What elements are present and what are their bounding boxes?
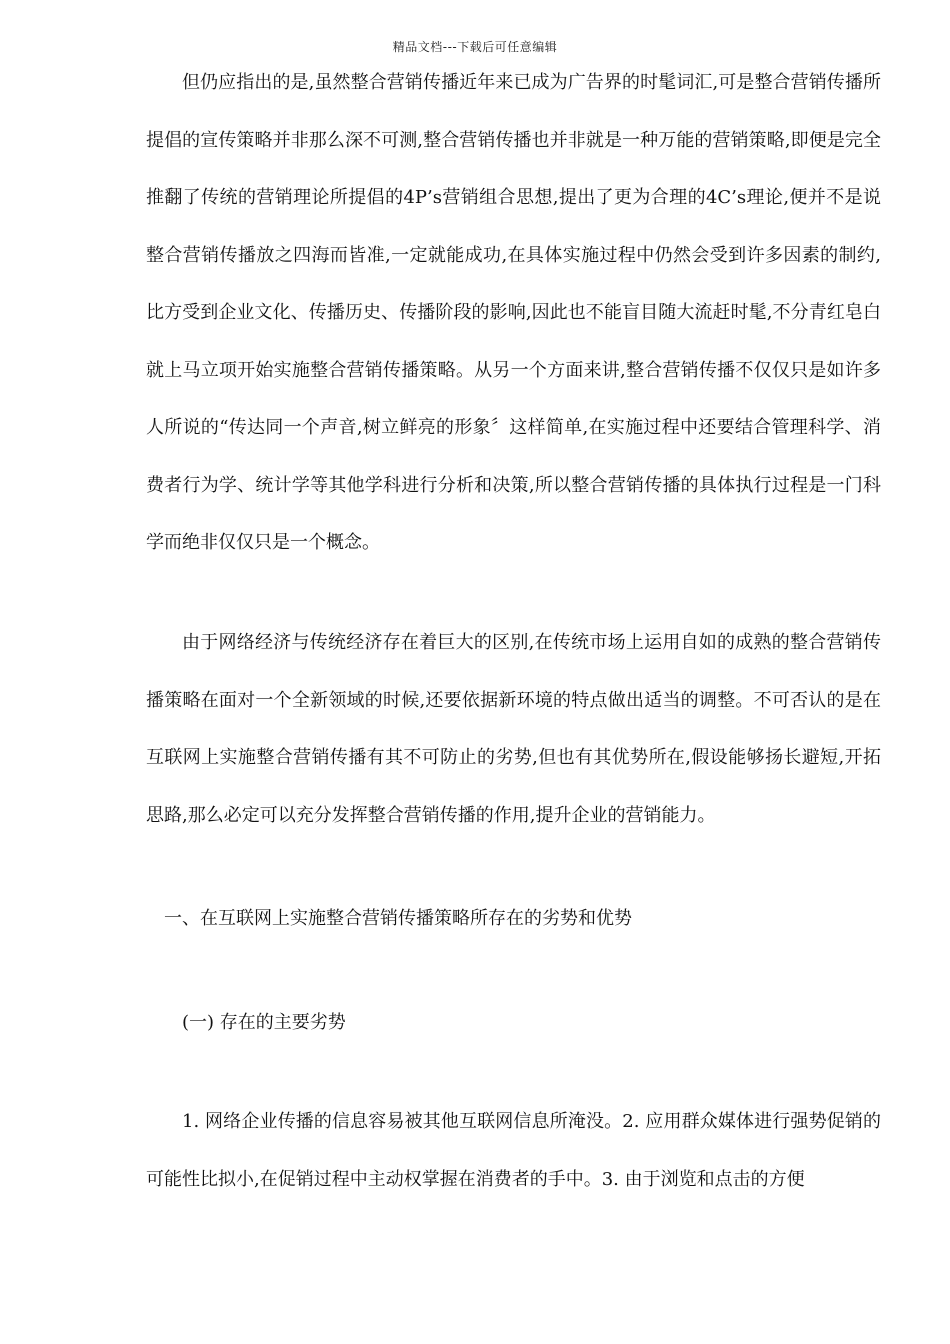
sub-heading: (一) 存在的主要劣势 bbox=[182, 1012, 346, 1033]
body-paragraph-1: 但仍应指出的是,虽然整合营销传播近年来已成为广告界的时髦词汇,可是整合营销传播所提倡的宣传策略并非那么深不可测,整合营销传播也并非就是一种万能的营销策略,即便是完全推翻了传统的营销理论所提倡的4P’s营销组合思想,提出了更为合理的4C’s理论,便并不是说整合营销传播放之四海而皆准,一定就能成功,在具体实施过程中仍然会受到许多因素的制约,比方受到企业文化、传播历史、传播阶段的影响,因此也不能盲目随大流赶时髦,不分青红皂白就上马立项开始实施整合营销传播策略。从另一个方面来讲,整合营销传播不仅仅只是如许多人所说的“传达同一个声音,树立鲜亮的形象〞这样简单,在实施过程中还要结合管理科学、消费者行为学、统计学等其他学科进行分析和决策,所以整合营销传播的具体执行过程是一门科学而绝非仅仅只是一个概念。 bbox=[146, 72, 881, 553]
body-paragraph-3: 1. 网络企业传播的信息容易被其他互联网信息所淹没。2. 应用群众媒体进行强势促销的可能性比拟小,在促销过程中主动权掌握在消费者的手中。3. 由于浏览和点击的方便 bbox=[146, 1111, 881, 1190]
section-heading: 一、在互联网上实施整合营销传播策略所存在的劣势和优势 bbox=[164, 908, 632, 929]
body-paragraph-2: 由于网络经济与传统经济存在着巨大的区别,在传统市场上运用自如的成熟的整合营销传播策略在面对一个全新领域的时候,还要依据新环境的特点做出适当的调整。不可否认的是在互联网上实施整合营销传播有其不可防止的劣势,但也有其优势所在,假设能够扬长避短,开拓思路,那么必定可以充分发挥整合营销传播的作用,提升企业的营销能力。 bbox=[146, 632, 881, 826]
header-note: 精品文档---下载后可任意编辑 bbox=[392, 40, 558, 54]
